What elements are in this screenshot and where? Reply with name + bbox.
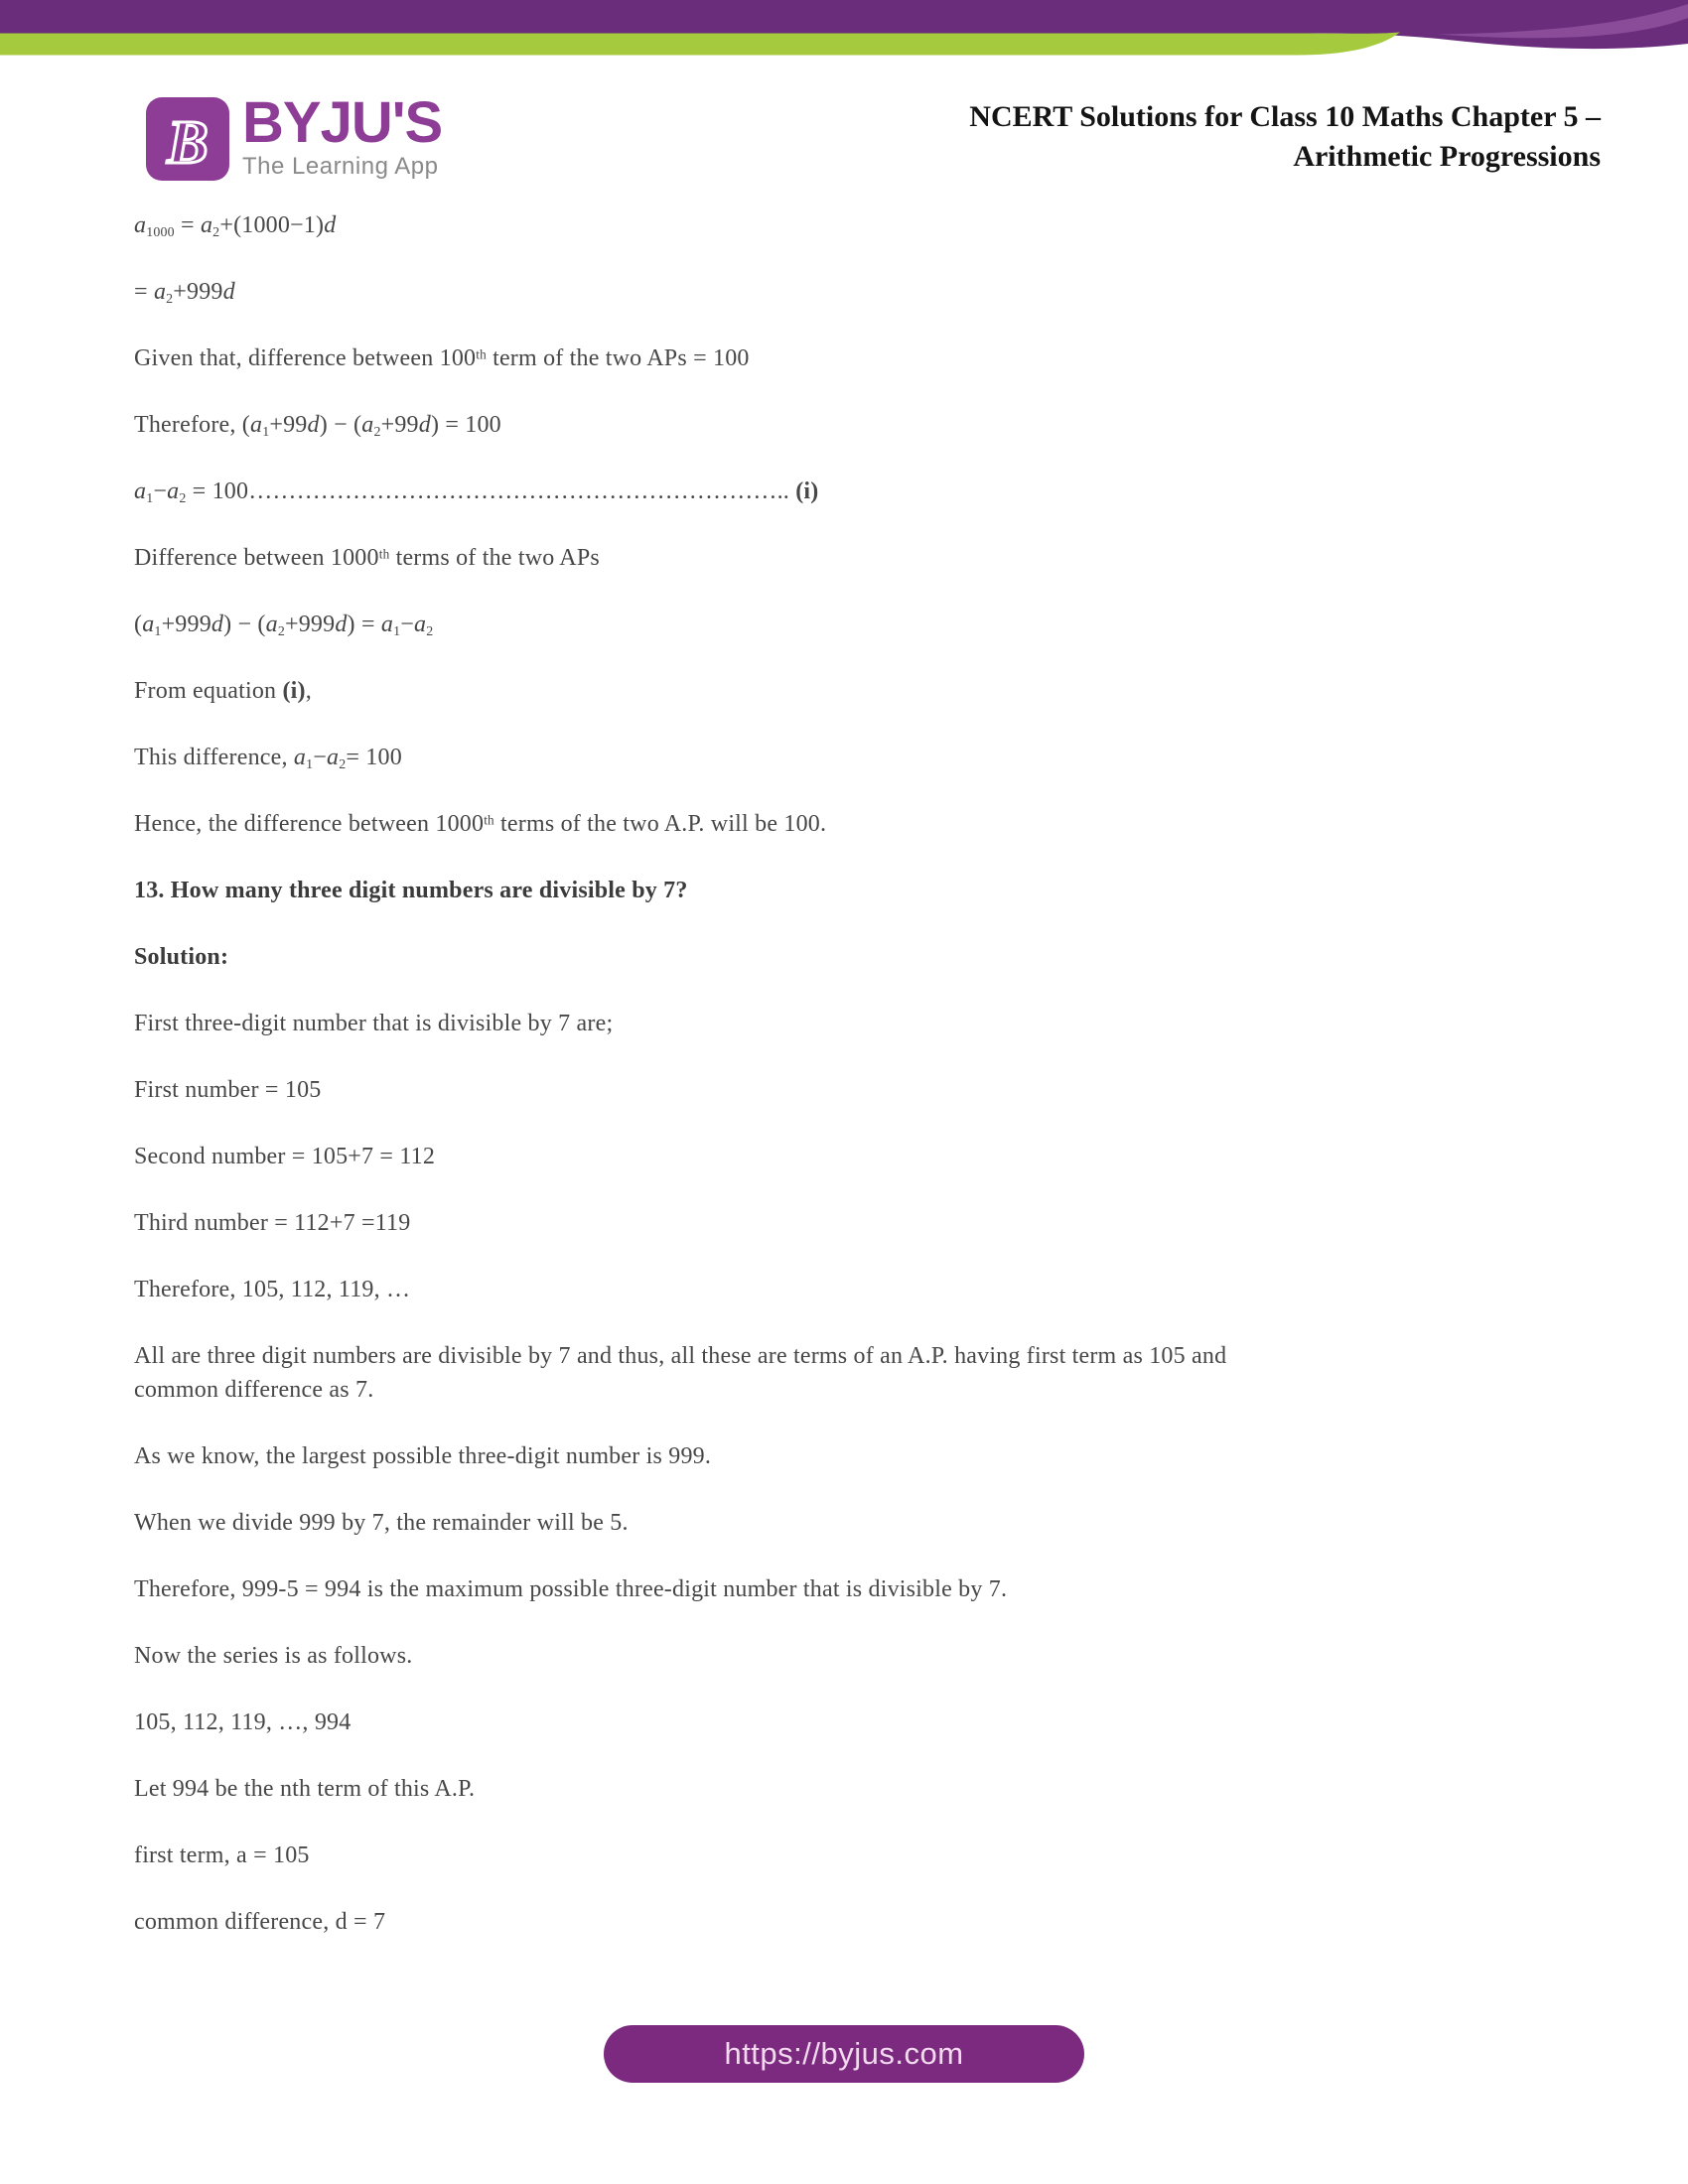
given-statement: Given that, difference between 100th term of the two APs = 100 [134, 345, 750, 371]
page-title-line1: NCERT Solutions for Class 10 Maths Chapter 5 – [969, 100, 1601, 133]
byjus-url-button[interactable]: https://byjus.com [604, 2025, 1084, 2083]
equation-a1000: $a_{1000} = a_2+(1000-1)d$ [134, 212, 337, 241]
question-13-heading: 13. How many three digit numbers are divisible by 7? [134, 878, 688, 903]
from-equation-i: From equation (i), [134, 678, 312, 704]
now-series-follows: Now the series is as follows. [134, 1643, 413, 1669]
page-title-line2: Arithmetic Progressions [1293, 140, 1601, 173]
hence-conclusion: Hence, the difference between 1000th terms of the two A.P. will be 100. [134, 811, 827, 837]
byjus-logo [145, 90, 443, 183]
equation-i: $a_1-a_2$ = 100………………………………………………………….. (i) [134, 478, 819, 507]
second-number: Second number = 105+7 = 112 [134, 1144, 436, 1169]
series-values: 105, 112, 119, …, 994 [134, 1709, 352, 1735]
difference-1000th-statement: Difference between 1000th terms of the two APs [134, 545, 600, 571]
page-title [969, 97, 1601, 177]
common-difference-value: common difference, d = 7 [134, 1909, 386, 1935]
equation-therefore-99d: Therefore, $(a_1+99d) - (a_2+99d) = 100$ [134, 412, 501, 441]
ribbon-green-band [0, 33, 1400, 56]
byjus-b-icon [145, 95, 230, 183]
byjus-tagline: The Learning App [242, 153, 439, 180]
first-three-digit-statement: First three-digit number that is divisible by 7 are; [134, 1011, 614, 1036]
solution-label: Solution: [134, 944, 229, 970]
therefore-series: Therefore, 105, 112, 119, … [134, 1277, 411, 1302]
this-difference: This difference, $a_1-a_2= 100$ [134, 745, 402, 773]
equation-a2-999d: = $a_2+999d$ [134, 279, 235, 308]
let-994-nth-term: Let 994 be the nth term of this A.P. [134, 1776, 476, 1802]
first-term-value: first term, a = 105 [134, 1843, 310, 1868]
header-ribbon [0, 0, 1688, 69]
byjus-brand-text: BYJU'S [242, 90, 443, 155]
equation-999d: $(a_1+999d) - (a_2+999d) = a_1-a_2$ [134, 612, 434, 640]
maximum-number: Therefore, 999-5 = 994 is the maximum possible three-digit number that is divisible by 7. [134, 1576, 1008, 1602]
document-body [134, 208, 1375, 1972]
first-number: First number = 105 [134, 1077, 322, 1103]
third-number: Third number = 112+7 =119 [134, 1210, 411, 1236]
divide-999-by-7: When we divide 999 by 7, the remainder will be 5. [134, 1510, 629, 1536]
largest-three-digit: As we know, the largest possible three-digit number is 999. [134, 1443, 712, 1469]
ap-description: All are three digit numbers are divisible by 7 and thus, all these are terms of an A.P. having first term as 105 and common difference as 7. [134, 1343, 1227, 1403]
svg-text:B: B [167, 109, 209, 177]
